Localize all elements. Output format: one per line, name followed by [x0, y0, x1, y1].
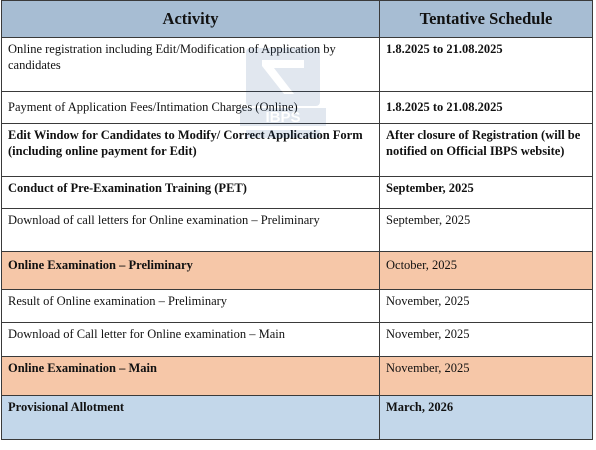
table-header-row — [2, 1, 593, 38]
table-row — [2, 209, 593, 252]
table-row — [2, 92, 593, 124]
schedule-cell: November, 2025 — [380, 290, 593, 323]
header-tentative-schedule: Tentative Schedule — [380, 1, 593, 38]
activity-cell: Result of Online examination – Preliminary — [2, 290, 380, 323]
activity-cell: Download of call letters for Online examination – Preliminary — [2, 209, 380, 252]
schedule-cell: 1.8.2025 to 21.08.2025 — [380, 38, 593, 92]
activity-cell: Provisional Allotment — [2, 396, 380, 440]
schedule-table — [1, 0, 593, 440]
schedule-cell: October, 2025 — [380, 252, 593, 290]
activity-cell: Payment of Application Fees/Intimation Charges (Online) — [2, 92, 380, 124]
schedule-cell: After closure of Registration (will be notified on Official IBPS website) — [380, 124, 593, 177]
table-row — [2, 357, 593, 396]
activity-cell: Conduct of Pre-Examination Training (PET) — [2, 177, 380, 209]
schedule-cell: November, 2025 — [380, 357, 593, 396]
activity-cell: Online registration including Edit/Modification of Application by candidates — [2, 38, 380, 92]
activity-cell: Download of Call letter for Online examination – Main — [2, 323, 380, 357]
table-row — [2, 38, 593, 92]
header-activity: Activity — [2, 1, 380, 38]
table-row — [2, 323, 593, 357]
schedule-cell: March, 2026 — [380, 396, 593, 440]
schedule-cell: 1.8.2025 to 21.08.2025 — [380, 92, 593, 124]
schedule-cell: September, 2025 — [380, 209, 593, 252]
activity-cell: Online Examination – Preliminary — [2, 252, 380, 290]
table-row — [2, 396, 593, 440]
ibps-logo-text: IBPS — [265, 109, 301, 126]
table-row — [2, 290, 593, 323]
activity-cell: Edit Window for Candidates to Modify/ Correct Application Form (including online payment for Edit) — [2, 124, 380, 177]
activity-cell: Online Examination – Main — [2, 357, 380, 396]
table-row — [2, 177, 593, 209]
schedule-cell: November, 2025 — [380, 323, 593, 357]
schedule-cell: September, 2025 — [380, 177, 593, 209]
table-row — [2, 252, 593, 290]
table-row — [2, 124, 593, 177]
